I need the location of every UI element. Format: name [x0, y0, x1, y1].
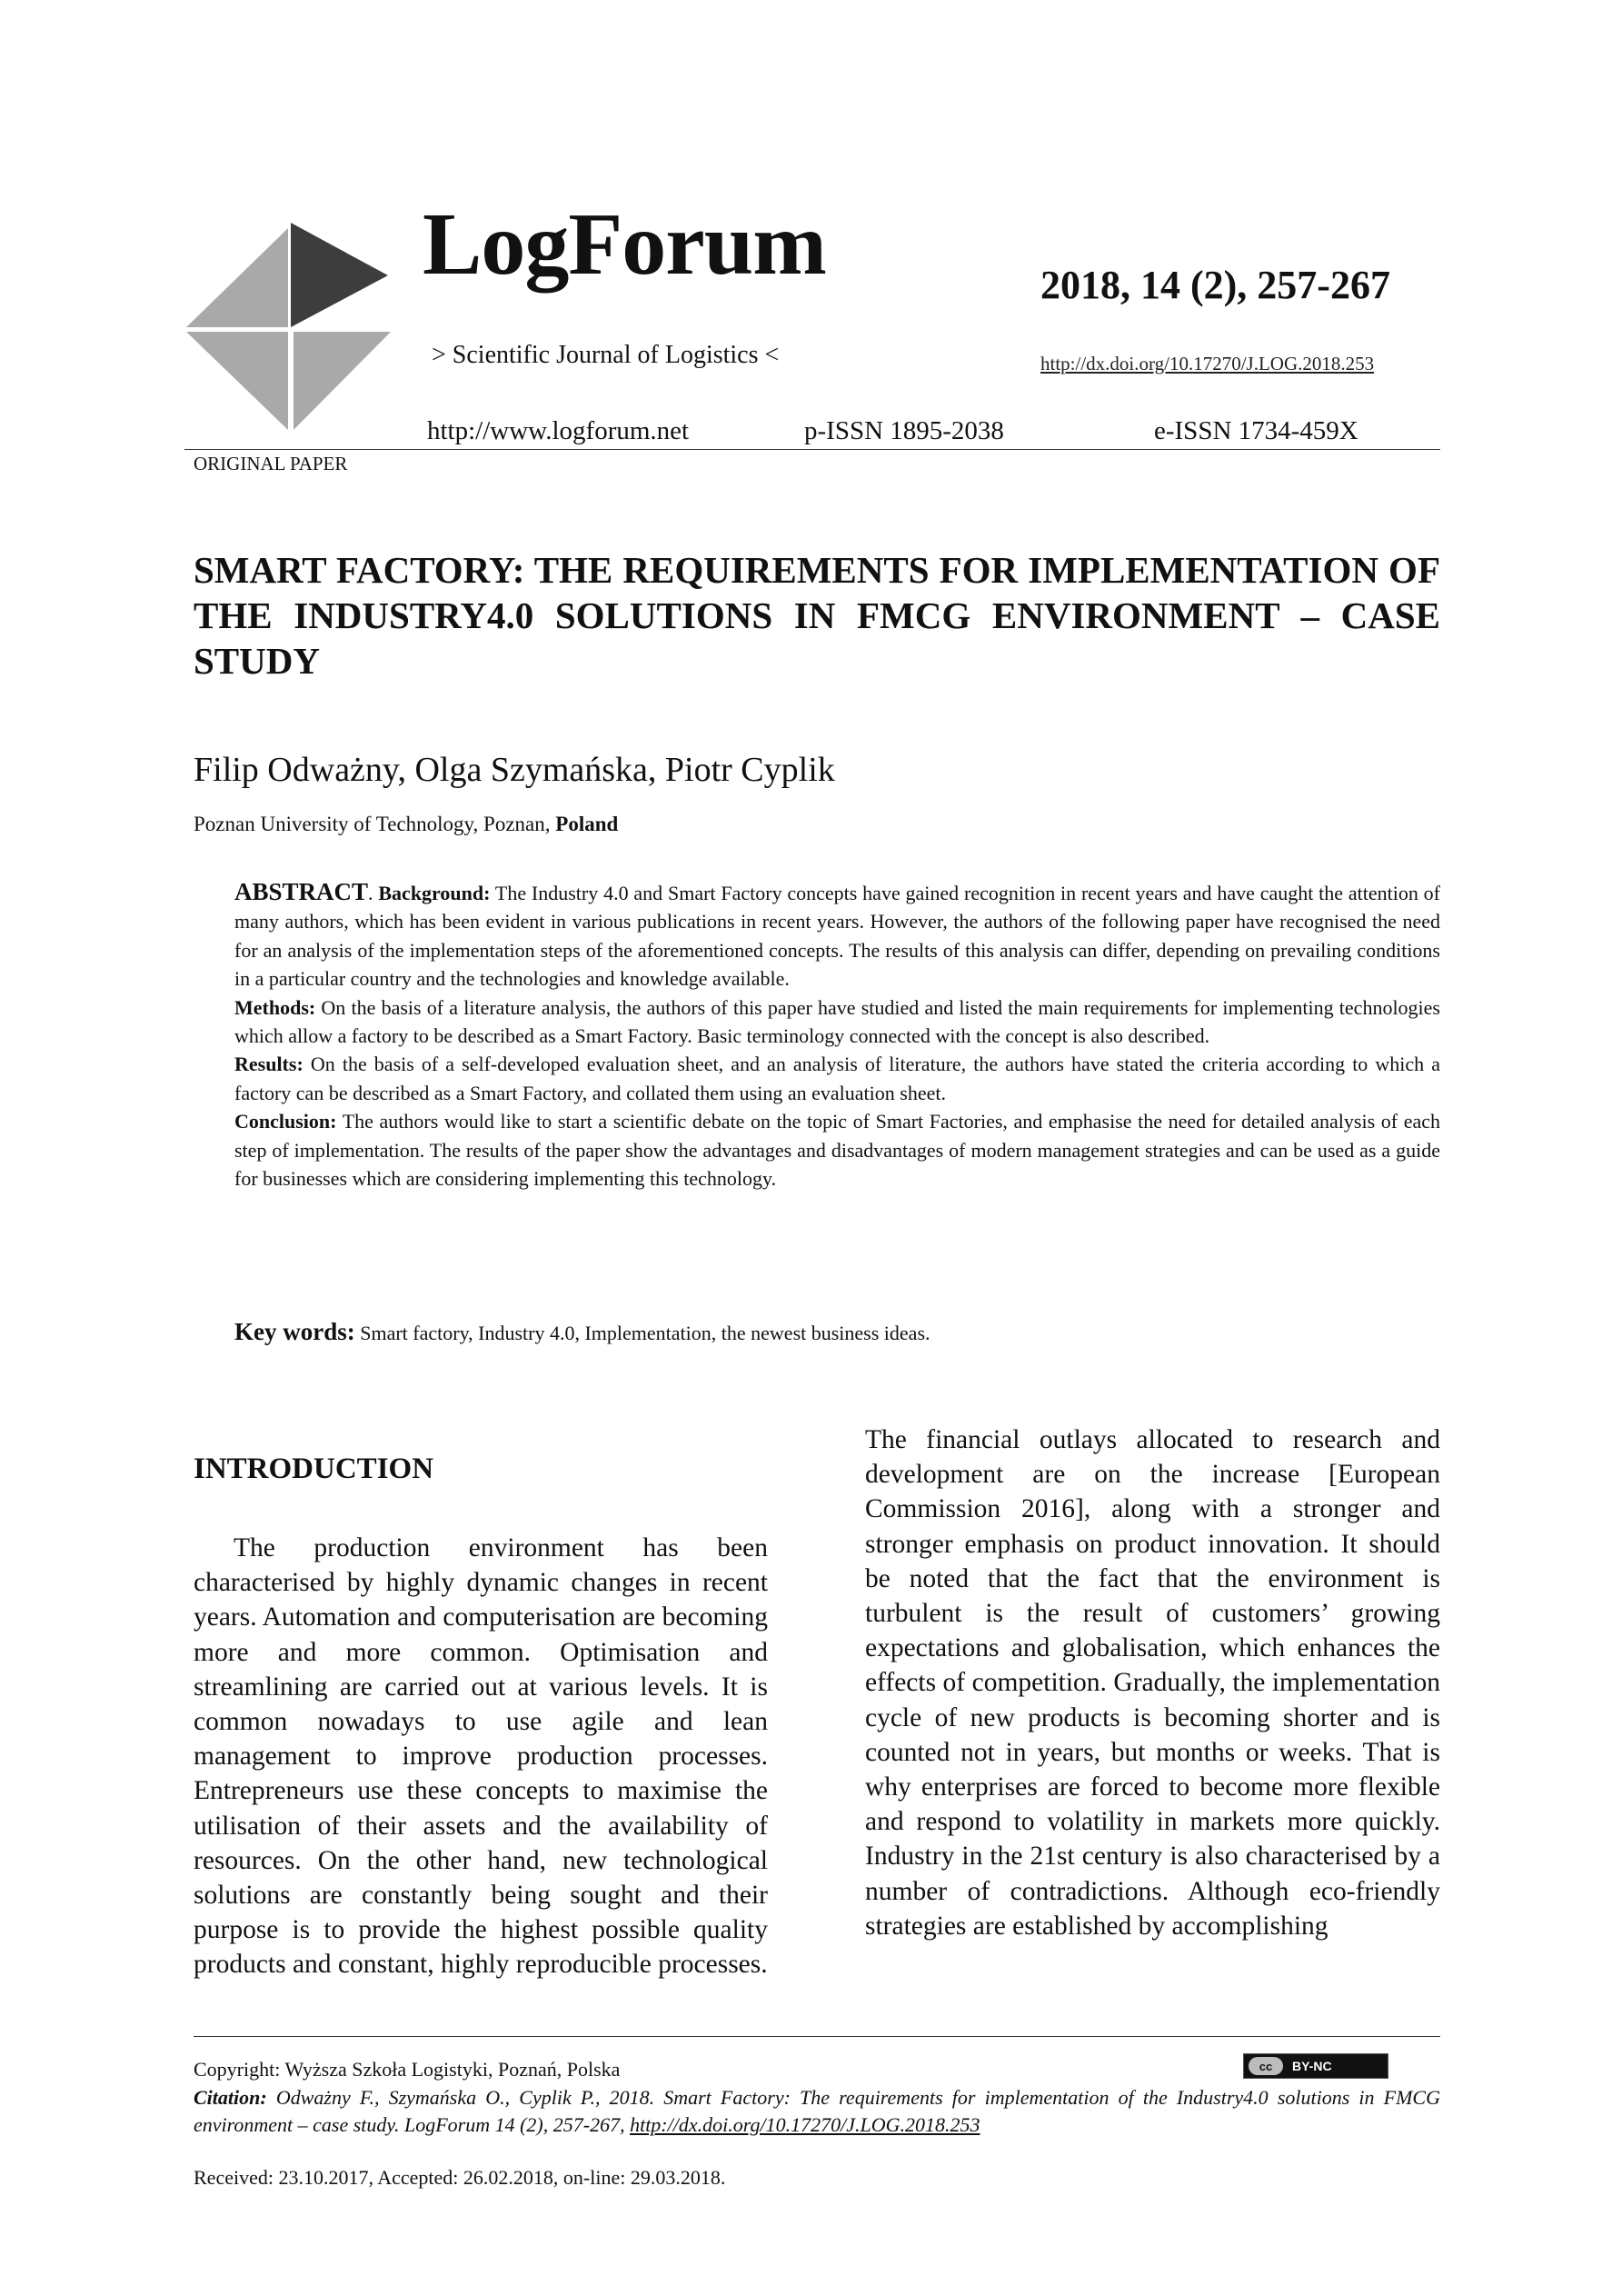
methods-label: Methods:: [234, 995, 316, 1019]
e-issn: e-ISSN 1734-459X: [1154, 416, 1358, 445]
methods-text: On the basis of a literature analysis, the authors of this paper have studied and listed the main requirements for implementing technologies which allow a factory to be described as a Smart Factory. Basic terminology connected with the concept is also described.: [234, 995, 1440, 1048]
logo-dark-triangle: [291, 223, 388, 327]
footer-divider: [194, 2036, 1440, 2037]
citation: [194, 2084, 1440, 2139]
conclusion-label: Conclusion:: [234, 1110, 337, 1133]
header-divider: [184, 449, 1440, 450]
affiliation-institution: Poznan University of Technology, Poznan,: [194, 813, 551, 835]
abstract: [234, 878, 1440, 1193]
received-dates: Received: 23.10.2017, Accepted: 26.02.2018, on-line: 29.03.2018.: [194, 2166, 726, 2189]
journal-name: LogForum: [423, 195, 826, 294]
results-label: Results:: [234, 1053, 304, 1076]
article-authors: Filip Odważny, Olga Szymańska, Piotr Cyplik: [194, 751, 835, 789]
abstract-background: ABSTRACT. Background: The Industry 4.0 and Smart Factory concepts have gained recognition in recent years and have caught the attention of many authors, which has been evident in various publications in recent years. However, the authors of the following paper have recognised the need for an analysis of the implementation steps of the aforementioned concepts. The results of this analysis can differ, depending on prevailing conditions in a particular country and the technologies and knowledge available.: [234, 878, 1440, 991]
logo-light-triangle-bottom-left: [186, 332, 288, 430]
abstract-results: [234, 1050, 1440, 1107]
license-label: BY-NC: [1292, 2059, 1332, 2073]
affiliation-country: Poland: [555, 813, 619, 835]
body-right-column: The financial outlays allocated to research and development are on the increase [European Commission 2016], along with a stronger and stronger emphasis on product innovation. It should be noted that the fact that the environment is turbulent is the result of customers’ growing expectations and globalisation, which enhances the effects of competition. Gradually, the implementation cycle of new products is becoming shorter and is counted not in years, but months or weeks. That is why enterprises are forced to become more flexible and respond to volatility in markets more quickly. Industry in the 21st century is also characterised by a number of contradictions. Although eco-friendly strategies are established by accomplishing: [865, 1425, 1440, 1941]
keywords: [234, 1318, 930, 1346]
copyright-notice: Copyright: Wyższa Szkoła Logistyki, Poznań, Polska: [194, 2058, 621, 2081]
keywords-text: Smart factory, Industry 4.0, Implementation, the newest business ideas.: [360, 1322, 930, 1344]
journal-subtitle: > Scientific Journal of Logistics <: [432, 341, 780, 369]
issue-info: 2018, 14 (2), 257-267: [1040, 263, 1390, 307]
logo-light-triangle-left: [186, 228, 288, 327]
paper-type-label: ORIGINAL PAPER: [194, 453, 348, 474]
results-text: On the basis of a self-developed evaluation sheet, and an analysis of literature, the authors have stated the criteria according to which a factory can be described as a Smart Factory, and collated them using an evaluation sheet.: [234, 1053, 1441, 1104]
citation-doi-link[interactable]: http://dx.doi.org/10.17270/J.LOG.2018.253: [630, 2113, 980, 2136]
journal-url[interactable]: http://www.logforum.net: [427, 416, 690, 445]
logo-light-triangle-bottom-right: [294, 332, 391, 430]
article-affiliation: [194, 813, 618, 836]
article-title: SMART FACTORY: THE REQUIREMENTS FOR IMPLEMENTATION OF THE INDUSTRY4.0 SOLUTIONS IN FMCG ENVIRONMENT – CASE STUDY: [194, 549, 1440, 682]
introduction-heading: INTRODUCTION: [194, 1452, 434, 1485]
logforum-logo-icon: [186, 223, 395, 432]
citation-text: Odważny F., Szymańska O., Cyplik P., 2018. Smart Factory: The requirements for implementation of the Industry4.0 solutions in FMCG environment – case study. LogForum 14 (2), 257-267,: [194, 2086, 1440, 2136]
keywords-label: Key words:: [234, 1318, 355, 1345]
doi-link[interactable]: http://dx.doi.org/10.17270/J.LOG.2018.253: [1040, 353, 1375, 374]
cc-icon: cc: [1249, 2057, 1283, 2075]
abstract-conclusion: [234, 1107, 1440, 1193]
conclusion-text: The authors would like to start a scientific debate on the topic of Smart Factories, and emphasise the need for detailed analysis of each step of implementation. The results of the paper show the advantages and disadvantages of modern management strategies and can be used as a guide for businesses which are considering implementing this technology.: [234, 1110, 1440, 1191]
p-issn: p-ISSN 1895-2038: [804, 416, 1004, 445]
background-text: The Industry 4.0 and Smart Factory concepts have gained recognition in recent years and have caught the attention of many authors, which has been evident in various publications in recent years. However, the authors of the following paper have recognised the need for an analysis of the implementation steps of the aforementioned concepts. The results of this analysis can differ, depending on prevailing conditions in a particular country and the technologies and knowledge available.: [234, 882, 1440, 991]
cc-license-badge[interactable]: [1243, 2053, 1388, 2079]
citation-label: Citation:: [194, 2086, 267, 2109]
background-label: Background:: [378, 882, 491, 904]
body-left-column: The production environment has been characterised by highly dynamic changes in recent years. Automation and computerisation are becoming more and more common. Optimisation and streamlining are carried out at various levels. It is common nowadays to use agile and lean management to improve production processes. Entrepreneurs use these concepts to maximise the utilisation of their assets and the availability of resources. On the other hand, new technological solutions are constantly being sought and their purpose is to provide the highest possible quality products and constant, highly reproducible processes.: [194, 1533, 768, 1980]
abstract-label: ABSTRACT: [234, 878, 369, 905]
abstract-methods: [234, 993, 1440, 1051]
